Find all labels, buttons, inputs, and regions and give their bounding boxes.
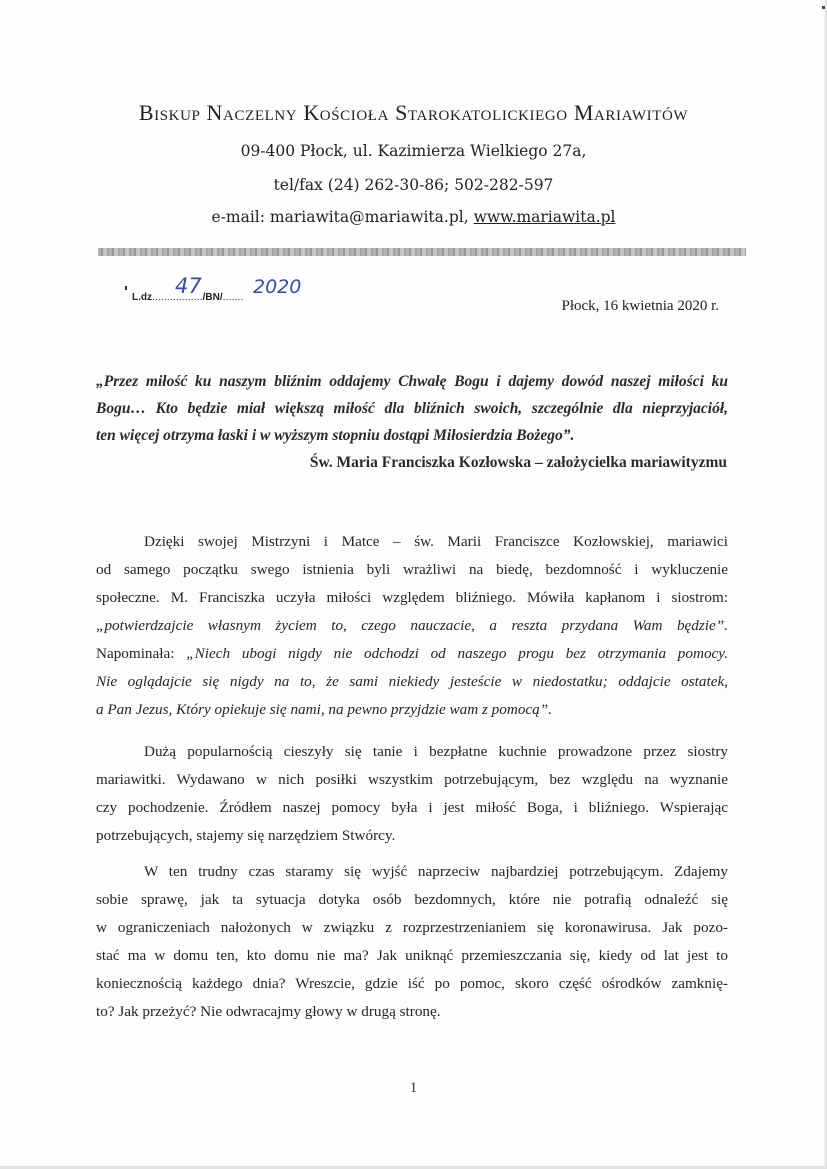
- paragraph-line: czy pochodzenie. Źródłem naszej pomocy była i jest miłość Boga, i bliźniego. Wspierając: [96, 799, 728, 816]
- paragraph-2: [96, 738, 728, 850]
- paragraph-italic: „Niech ubogi nigdy nie odchodzi od naszego progu bez otrzymania pomocy.: [186, 645, 728, 662]
- paragraph-1: [96, 528, 728, 724]
- paragraph-italic: „potwierdzajcie własnym życiem to, czego nauczacie, a reszta przydana Wam będzie”.: [96, 617, 728, 634]
- paragraph-line: [96, 696, 728, 724]
- reference-dots-2: .......: [222, 292, 244, 303]
- header-divider: [98, 248, 746, 256]
- quote-line: „Przez miłość ku naszym bliźnim oddajemy Chwałę Bogu i dajemy dowód naszej miłości ku: [96, 373, 728, 390]
- paragraph-line: w ograniczeniach nałożonych w związku z rozprzestrzenianiem się koronawirusa. Jak pozo-: [96, 919, 728, 936]
- paragraph-line: Dużą popularnością cieszyły się tanie i bezpłatne kuchnie prowadzone przez siostry: [144, 743, 728, 760]
- paragraph-line: to? Jak przeżyć? Nie odwracajmy głowy w drugą stronę.: [96, 1003, 441, 1020]
- paragraph-line: [96, 612, 728, 640]
- email-line: [0, 208, 827, 226]
- paragraph-line: społeczne. M. Franciszka uczyła miłości względem bliźniego. Mówiła kapłanom i siostrom:: [96, 589, 728, 606]
- reference-prefix: L.dz: [132, 292, 152, 303]
- quote-line: Bogu… Kto będzie miał większą miłość dla bliźnich swoich, szczególnie dla nieprzyjaciół,: [96, 400, 728, 417]
- paragraph-line: [96, 640, 728, 668]
- paragraph-label: Napominała:: [96, 645, 187, 662]
- scan-mark: [125, 286, 127, 290]
- organization-heading: Biskup Naczelny Kościoła Starokatolickiego Mariawitów: [138, 100, 689, 125]
- reference-dots-1: .................: [152, 292, 203, 303]
- paragraph-line: koniecznością każdego dnia? Wreszcie, gdzie iść po pomoc, skoro część ośrodków zamknię-: [96, 975, 728, 992]
- handwritten-number: 47: [175, 274, 202, 298]
- scan-mark: [822, 6, 825, 9]
- scan-edge: [823, 0, 827, 1169]
- paragraph-line: od samego początku swego istnienia byli wrażliwi na biedę, bezdomność i wykluczenie: [96, 561, 728, 578]
- phone-line: tel/fax (24) 262-30-86; 502-282-597: [273, 176, 554, 194]
- handwritten-year: 2020: [253, 276, 302, 298]
- paragraph-italic: Nie oglądajcie się nigdy na to, że sami niekiedy jesteście w niedostatku; oddajcie ostatek,: [96, 673, 728, 690]
- paragraph-italic: a Pan Jezus, Który opiekuje się nami, na pewno przyjdzie wam z pomocą”.: [96, 701, 553, 718]
- quote-block: [96, 368, 728, 449]
- page-number: 1: [409, 1080, 418, 1096]
- reference-number: [132, 274, 302, 303]
- quote-line: ten więcej otrzyma łaski i w wyższym stopniu dostąpi Miłosierdzia Bożego”.: [96, 427, 575, 444]
- paragraph-line: W ten trudny czas staramy się wyjść naprzeciw najbardziej potrzebującym. Zdajemy: [144, 863, 728, 880]
- paragraph-line: mariawitki. Wydawano w nich posiłki wszystkim potrzebującym, bez względu na wyznanie: [96, 771, 728, 788]
- paragraph-line: [96, 668, 728, 696]
- quote-attribution: Św. Maria Franciszka Kozłowska – założycielka mariawityzmu: [309, 454, 727, 471]
- website-link[interactable]: www.mariawita.pl: [473, 208, 616, 226]
- address-line: 09-400 Płock, ul. Kazimierza Wielkiego 27a,: [240, 142, 587, 160]
- paragraph-line: sobie sprawę, jak ta sytuacja dotyka osób bezdomnych, które nie potrafią odnaleźć się: [96, 891, 728, 908]
- paragraph-line: potrzebujących, stajemy się narzędziem Stwórcy.: [96, 827, 396, 844]
- paragraph-line: Dzięki swojej Mistrzyni i Matce – św. Marii Franciszce Kozłowskiej, mariawici: [144, 533, 728, 550]
- letter-date: Płock, 16 kwietnia 2020 r.: [561, 298, 719, 314]
- email-text: e-mail: mariawita@mariawita.pl,: [211, 208, 474, 226]
- reference-middle: /BN/: [202, 292, 223, 303]
- paragraph-3: [96, 858, 728, 1026]
- paragraph-line: stać ma w domu ten, kto domu nie ma? Jak uniknąć przemieszczania się, kiedy od lat jest to: [96, 947, 728, 964]
